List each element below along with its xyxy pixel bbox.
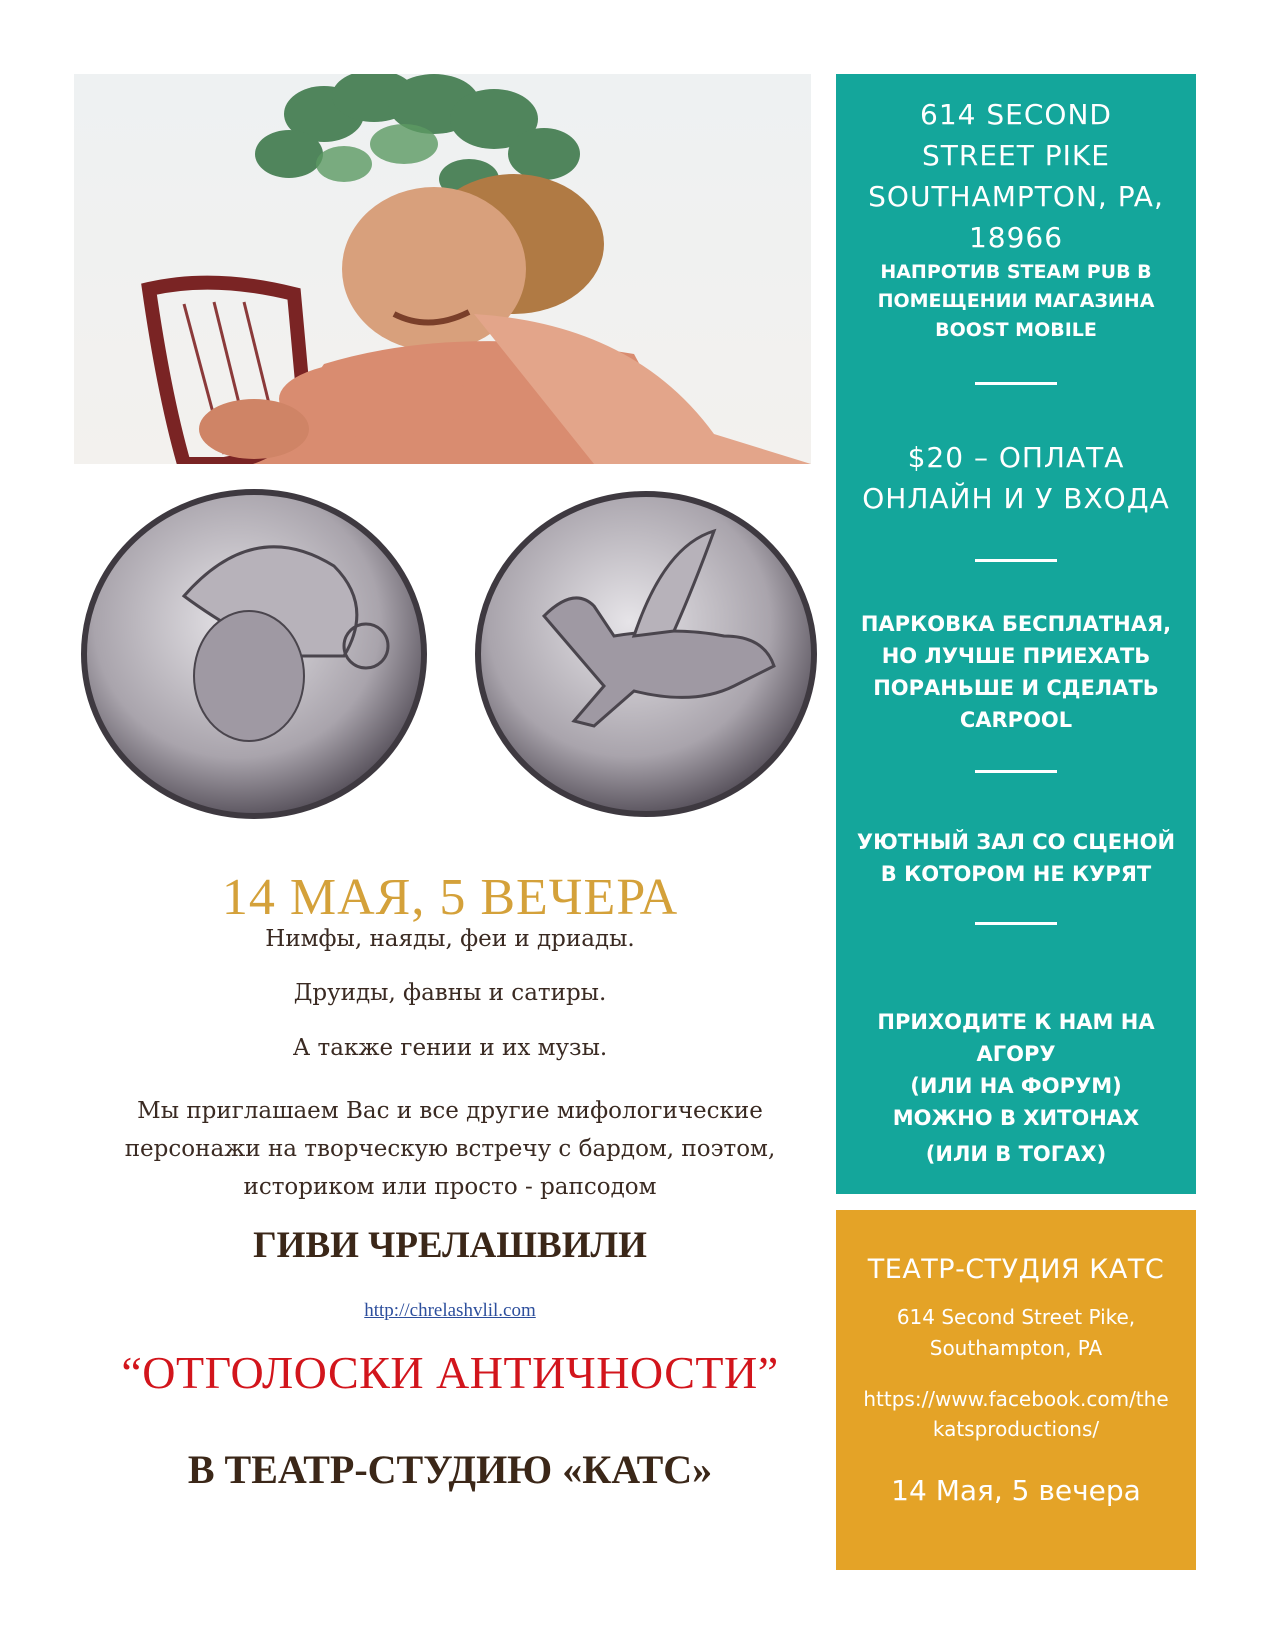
venue-box — [836, 1210, 1196, 1570]
facebook-link-line[interactable]: katsproductions/ — [932, 1417, 1100, 1441]
bard-illustration — [74, 74, 811, 464]
hall-block — [836, 826, 1196, 890]
performer-name: ГИВИ ЧРЕЛАШВИЛИ — [253, 1225, 647, 1266]
divider — [975, 559, 1057, 562]
divider — [975, 382, 1057, 385]
address-line: SOUTHAMPTON, PA, — [868, 180, 1164, 213]
venue-address-line: 614 Second Street Pike, — [896, 1305, 1136, 1329]
dress-code-line: АГОРУ — [976, 1042, 1056, 1066]
parking-line: ПОРАНЬШЕ И СДЕЛАТЬ — [873, 676, 1159, 700]
address-line: 18966 — [968, 221, 1064, 254]
info-sidebar — [836, 74, 1196, 1194]
show-title: “ОТГОЛОСКИ АНТИЧНОСТИ” — [121, 1347, 779, 1398]
address-note — [836, 258, 1196, 345]
venue-date: 14 Мая, 5 вечера — [891, 1474, 1141, 1507]
invitation-paragraph — [74, 1092, 826, 1206]
invitation-line: персонажи на творческую встречу с бардом, поэтом, — [124, 1136, 776, 1162]
dress-code-block — [836, 1006, 1196, 1170]
parking-line: НО ЛУЧШЕ ПРИЕХАТЬ — [881, 644, 1151, 668]
facebook-link[interactable] — [836, 1384, 1196, 1444]
bard-illustration-svg — [74, 74, 811, 464]
hall-line: УЮТНЫЙ ЗАЛ СО СЦЕНОЙ — [856, 830, 1176, 854]
invitation-line: Мы приглашаем Вас и все другие мифологические — [137, 1098, 763, 1124]
intro-line-1: Нимфы, наяды, феи и дриады. — [265, 926, 635, 952]
parking-line: CARPOOL — [959, 708, 1073, 732]
parking-block — [836, 608, 1196, 736]
venue-invite-line: В ТЕАТР-СТУДИЮ «КАТС» — [187, 1447, 713, 1492]
dress-code-line: МОЖНО В ХИТОНАХ — [892, 1106, 1140, 1130]
price-line: $20 – ОПЛАТА — [907, 441, 1125, 474]
dress-code-line: ПРИХОДИТЕ К НАМ НА — [877, 1010, 1155, 1034]
event-date-heading: 14 МАЯ, 5 ВЕЧЕРА — [221, 869, 679, 926]
price-line: ОНЛАЙН И У ВХОДА — [862, 482, 1170, 515]
facebook-link-line[interactable]: https://www.facebook.com/the — [863, 1387, 1169, 1411]
coins-illustration — [74, 486, 824, 822]
parking-line: ПАРКОВКА БЕСПЛАТНАЯ, — [860, 612, 1172, 636]
hall-line: В КОТОРОМ НЕ КУРЯТ — [880, 862, 1152, 886]
website-link[interactable]: http://chrelashvlil.com — [364, 1300, 536, 1321]
address-note-line: ПОМЕЩЕНИИ МАГАЗИНА — [877, 290, 1155, 312]
address-block — [836, 94, 1196, 258]
venue-address-line: Southampton, PA — [929, 1336, 1103, 1360]
divider — [975, 770, 1057, 773]
venue-address — [836, 1302, 1196, 1364]
intro-line-2: Друиды, фавны и сатиры. — [293, 980, 607, 1006]
divider — [975, 922, 1057, 925]
address-note-line: BOOST MOBILE — [935, 319, 1097, 341]
dress-code-line: (ИЛИ НА ФОРУМ) — [910, 1074, 1122, 1098]
intro-line-3: А также гении и их музы. — [292, 1035, 608, 1061]
price-block — [836, 437, 1196, 519]
coins-svg — [74, 486, 824, 822]
address-line: 614 SECOND — [920, 98, 1112, 131]
venue-title: ТЕАТР-СТУДИЯ КАТС — [867, 1254, 1165, 1285]
address-line: STREET PIKE — [922, 139, 1110, 172]
address-note-line: НАПРОТИВ STEAM PUB В — [880, 261, 1152, 283]
invitation-line: историком или просто - рапсодом — [243, 1174, 657, 1200]
dress-code-line: (ИЛИ В ТОГАХ) — [925, 1142, 1107, 1166]
